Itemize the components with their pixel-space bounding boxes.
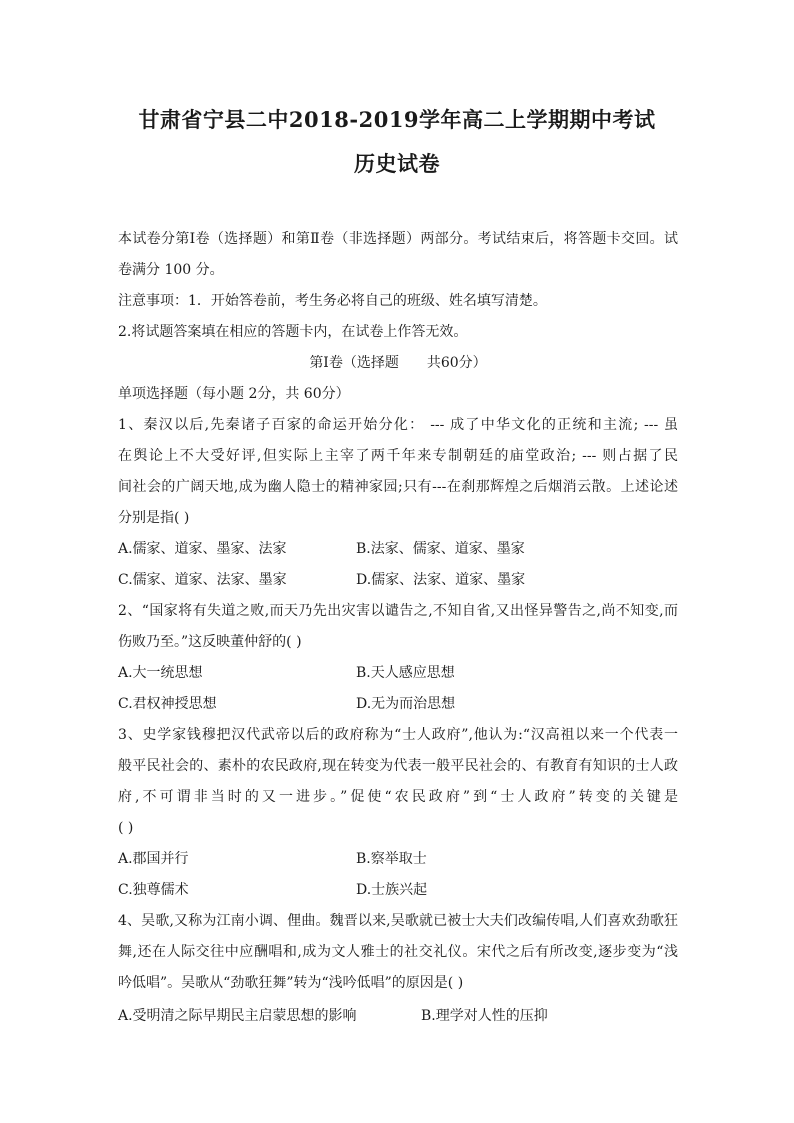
q3-option-a: A.郡国并行 [118, 851, 189, 867]
q4-line-3: 吟低唱”。吴歌从“劲歌狂舞”转为“浅吟低唱”的原因是( ) [118, 975, 464, 991]
page-subtitle: 历史试卷 [354, 151, 440, 176]
q1-line-3: 间社会的广阔天地,成为幽人隐士的精神家园;只有---在刹那辉煌之后烟消云散。上述论述 [118, 479, 678, 495]
section-heading: 第Ⅰ卷（选择题 共60分） [309, 355, 487, 371]
q1-line-2: 在舆论上不大受好评,但实际上主宰了两千年来专制朝廷的庙堂政治; --- 则占据了民 [118, 448, 678, 464]
q3-option-d: D.士族兴起 [356, 882, 428, 898]
q4-option-b: B.理学对人性的压抑 [421, 1008, 548, 1024]
q1-option-a: A.儒家、道家、墨家、法家 [118, 541, 287, 557]
q1-option-b: B.法家、儒家、道家、墨家 [356, 541, 525, 557]
q1-option-c: C.儒家、道家、法家、墨家 [118, 572, 287, 588]
intro-line-2: 卷满分 100 分。 [118, 262, 224, 278]
q2-option-d: D.无为而治思想 [356, 696, 456, 712]
q3-line-2: 般平民社会的、素朴的农民政府,现在转变为代表一般平民社会的、有教育有知识的士人政 [118, 758, 678, 774]
q2-line-2: 伤败乃至。”这反映董仲舒的( ) [118, 634, 302, 650]
q2-line-1: 2、“国家将有失道之败,而天乃先出灾害以谴告之,不知自省,又出怪异警告之,尚不知变,而 [118, 603, 678, 619]
intro-line-1: 本试卷分第Ⅰ卷（选择题）和第Ⅱ卷（非选择题）两部分。考试结束后，将答题卡交回。试 [118, 231, 678, 247]
q3-option-b: B.察举取士 [356, 851, 427, 867]
q2-option-a: A.大一统思想 [118, 665, 203, 681]
q2-option-b: B.天人感应思想 [356, 665, 455, 681]
q4-line-2: 舞,还在人际交往中应酬唱和,成为文人雅士的社交礼仪。宋代之后有所改变,逐步变为“浅 [118, 944, 678, 960]
q3-line-3: 府,不可谓非当时的又一进步。”促使“农民政府”到“士人政府”转变的关键是 [118, 789, 678, 805]
q3-line-1: 3、史学家钱穆把汉代武帝以后的政府称为“士人政府”,他认为:“汉高祖以来一个代表一 [118, 727, 678, 743]
q4-line-1: 4、吴歌,又称为江南小调、俚曲。魏晋以来,吴歌就已被士大夫们改编传唱,人们喜欢劲歌狂 [118, 913, 678, 929]
q3-line-4: ( ) [118, 820, 134, 836]
q1-line-4: 分别是指( ) [118, 510, 190, 526]
notice-line-1: 注意事项：1．开始答卷前，考生务必将自己的班级、姓名填写清楚。 [118, 293, 547, 309]
q2-option-c: C.君权神授思想 [118, 696, 217, 712]
q4-option-a: A.受明清之际早期民主启蒙思想的影响 [118, 1008, 357, 1024]
q1-line-1: 1、秦汉以后,先秦诸子百家的命运开始分化： --- 成了中华文化的正统和主流; --- 虽 [118, 417, 678, 433]
page-title: 甘肃省宁县二中2018-2019学年高二上学期期中考试 [138, 107, 656, 132]
q1-option-d: D.儒家、法家、道家、墨家 [356, 572, 526, 588]
section-instruction: 单项选择题（每小题 2分，共 60分） [118, 386, 350, 402]
notice-line-2: 2.将试题答案填在相应的答题卡内，在试卷上作答无效。 [118, 324, 468, 340]
q3-option-c: C.独尊儒术 [118, 882, 189, 898]
